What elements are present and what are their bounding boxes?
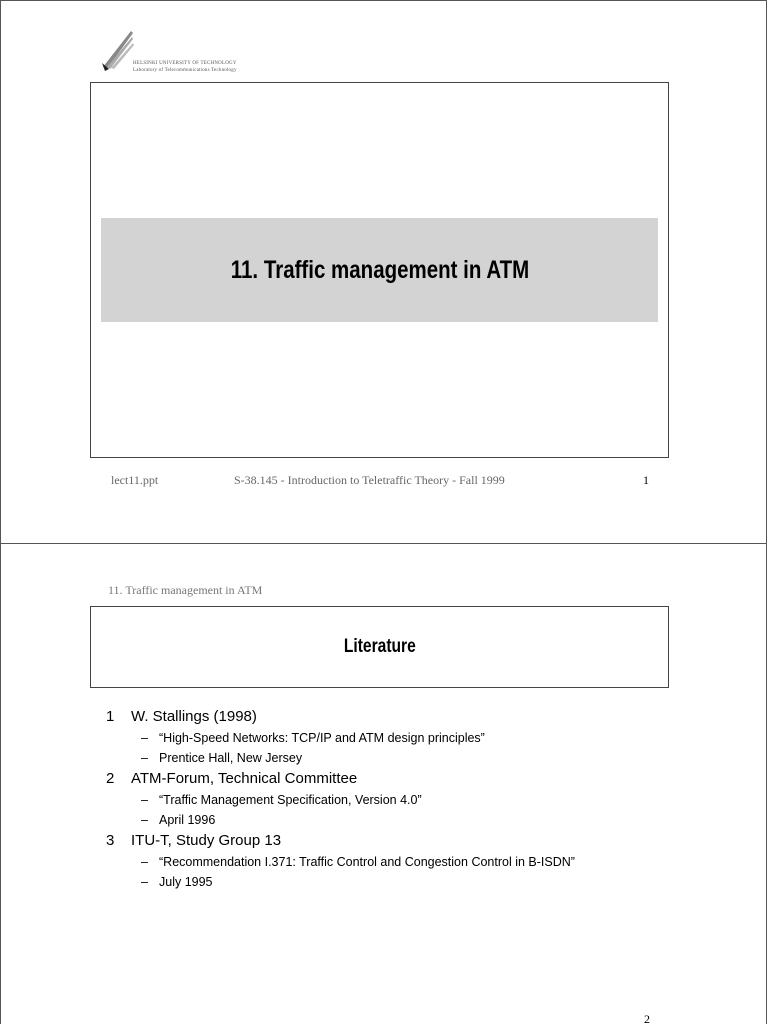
logo-text [133, 60, 237, 74]
item-text: ITU-T, Study Group 13 [131, 832, 282, 849]
sub-item-text: “High-Speed Networks: TCP/IP and ATM design principles” [159, 731, 485, 745]
item-number: 3 [106, 832, 115, 849]
sub-item [106, 728, 746, 748]
logo-line-1: HELSINKI UNIVERSITY OF TECHNOLOGY [133, 61, 237, 66]
sub-item [106, 872, 746, 892]
sub-item [106, 748, 746, 768]
dash-bullet: – [141, 751, 148, 765]
sub-item [106, 810, 746, 830]
literature-list [106, 706, 746, 892]
literature-entry [106, 706, 746, 768]
slide-1-frame [90, 82, 669, 458]
item-number: 1 [106, 708, 115, 725]
sub-item [106, 790, 746, 810]
dash-bullet: – [141, 731, 148, 745]
dash-bullet: – [141, 875, 148, 889]
dash-bullet: – [141, 793, 148, 807]
literature-item [106, 706, 746, 728]
slide-2-title: Literature [343, 636, 416, 657]
sub-item-text: “Recommendation I.371: Traffic Control and Congestion Control in B-ISDN” [159, 855, 575, 869]
dash-bullet: – [141, 855, 148, 869]
literature-item [106, 830, 746, 852]
footer-file-name: lect11.ppt [111, 473, 159, 487]
literature-entry [106, 830, 746, 892]
sub-item [106, 852, 746, 872]
item-number: 2 [106, 770, 115, 787]
sub-item-text: July 1995 [159, 875, 213, 889]
item-text: ATM-Forum, Technical Committee [131, 770, 358, 787]
page-number: 2 [644, 1012, 650, 1026]
university-logo [101, 29, 301, 79]
literature-item [106, 768, 746, 790]
logo-emblem-icon [101, 29, 135, 73]
document-page-2 [0, 543, 767, 1024]
footer-course-title: S-38.145 - Introduction to Teletraffic Theory - Fall 1999 [234, 473, 505, 487]
logo-line-2: Laboratory of Telecommunications Technology [133, 68, 237, 73]
literature-entry [106, 768, 746, 830]
sub-item-text: April 1996 [159, 813, 216, 827]
slide-1-title-band [101, 218, 658, 322]
footer-page-number: 1 [643, 473, 649, 487]
sub-item-text: “Traffic Management Specification, Version 4.0” [159, 793, 422, 807]
slide-1-title: 11. Traffic management in ATM [230, 255, 529, 284]
dash-bullet: – [141, 813, 148, 827]
slide-2-frame [90, 606, 669, 688]
running-head: 11. Traffic management in ATM [108, 583, 263, 597]
item-text: W. Stallings (1998) [131, 708, 257, 725]
sub-item-text: Prentice Hall, New Jersey [159, 751, 303, 765]
